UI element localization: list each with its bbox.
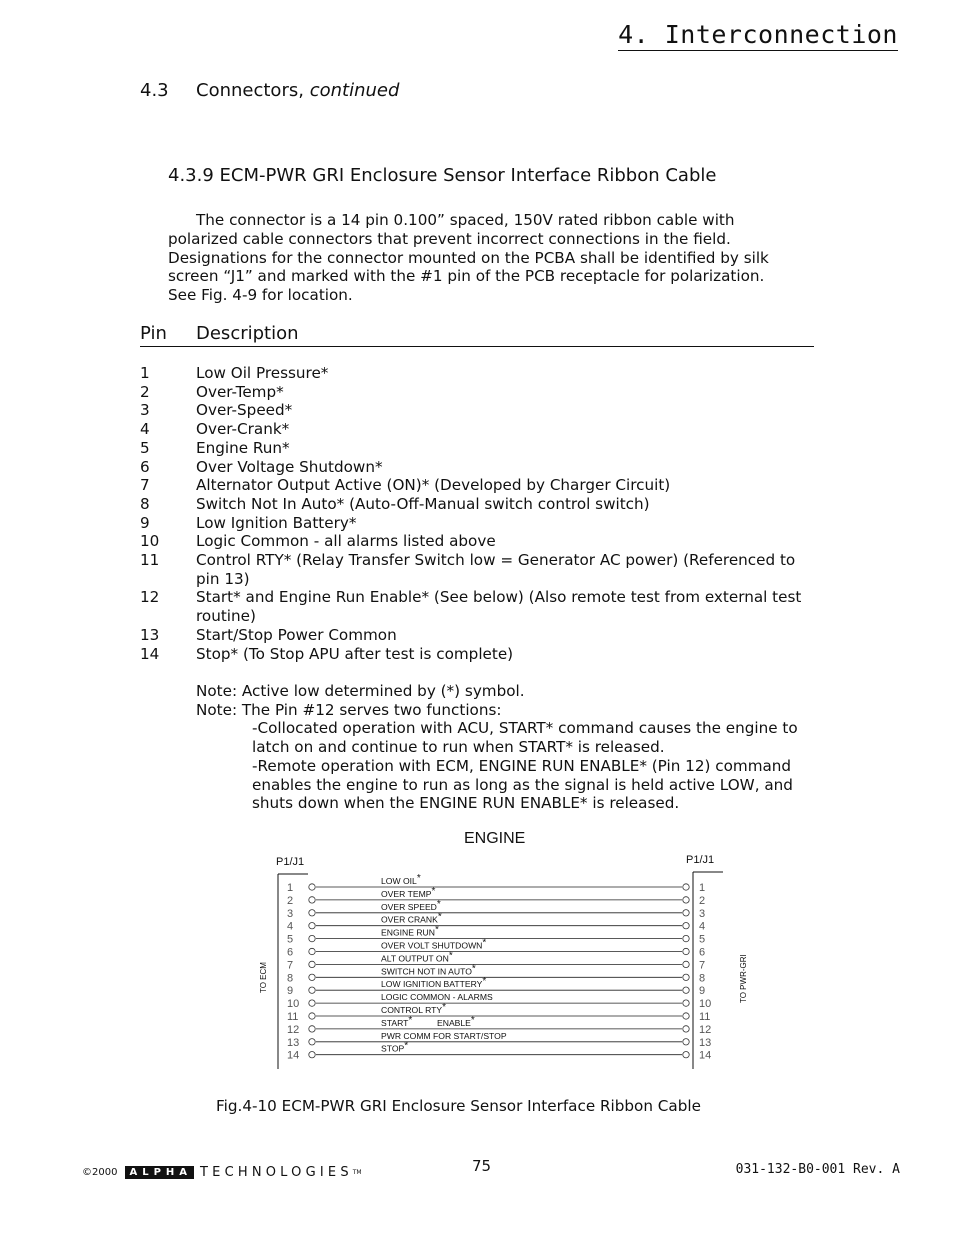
signal-name: STOP: [381, 1043, 405, 1054]
signal-label: [381, 963, 476, 976]
pin-row: [140, 383, 820, 402]
active-low-star: *: [482, 937, 487, 949]
left-pin-number: 2: [287, 894, 294, 907]
pin-description: Low Oil Pressure*: [196, 364, 329, 382]
right-pin-number: 8: [699, 972, 706, 985]
left-pin-number: 7: [287, 959, 294, 972]
left-pin-number: 13: [287, 1036, 300, 1049]
active-low-star: *: [470, 1014, 475, 1026]
signal-label: [381, 1031, 507, 1041]
pin-description: Engine Run*: [196, 438, 290, 457]
right-pin-number: 1: [699, 882, 706, 894]
left-terminal: [309, 1052, 315, 1058]
note-item-remote: -Remote operation with ECM, ENGINE RUN ENABLE* (Pin 12) command enables the engine to run as long as the signal is held active LOW, and shuts down when the ENGINE RUN ENABLE* is released.: [252, 756, 793, 813]
ribbon-cable-diagram: [250, 848, 770, 1076]
signal-name: LOW OIL: [381, 876, 417, 886]
pin-row: [140, 495, 820, 514]
right-pin-number: 2: [699, 894, 706, 907]
active-low-star: *: [436, 898, 441, 910]
signal-label: [381, 992, 493, 1002]
pin-row: [140, 588, 820, 625]
left-terminal: [309, 1013, 315, 1019]
pin-row: [140, 514, 820, 533]
left-pin-number: 4: [287, 920, 294, 933]
footer-brand: [82, 1165, 362, 1180]
left-terminal: [309, 961, 315, 967]
right-connector-label: P1/J1: [686, 854, 715, 866]
signal-label: [381, 1002, 446, 1015]
trademark: TM: [352, 1169, 362, 1176]
right-terminal: [683, 884, 689, 890]
pin-number: 14: [140, 644, 160, 663]
left-pin-number: 6: [287, 946, 294, 959]
section-title: Connectors,: [196, 80, 304, 101]
right-terminal: [683, 910, 689, 916]
pin-row: [140, 551, 820, 588]
signal-label: [381, 899, 441, 912]
signal-name: OVER CRANK: [381, 914, 438, 925]
paragraph-line: screen “J1” and marked with the #1 pin of the PCB receptacle for polarization.: [168, 267, 765, 286]
note-item-collocated: -Collocated operation with ACU, START* command causes the engine to latch on and continue to run when START* is released.: [252, 719, 798, 757]
right-terminal: [683, 1013, 689, 1019]
pin-description: Stop* (To Stop APU after test is complete): [196, 644, 514, 663]
pin-number: 4: [140, 420, 150, 439]
signal-name: CONTROL RTY: [381, 1005, 443, 1015]
left-pin-number: 9: [287, 985, 294, 998]
pin-number: 5: [140, 438, 150, 457]
left-pin-number: 8: [287, 972, 294, 985]
paragraph-line: polarized cable connectors that prevent incorrect connections in the field.: [168, 229, 731, 248]
right-pin-number: 14: [699, 1049, 712, 1062]
right-terminal: [683, 974, 689, 980]
right-pin-number: 10: [699, 998, 712, 1011]
signal-name: SWITCH NOT IN AUTO: [381, 966, 472, 977]
active-low-star: *: [471, 963, 476, 975]
right-terminal: [683, 1000, 689, 1006]
description-column-header: Description: [196, 323, 299, 344]
pin-number: 1: [140, 364, 150, 382]
signal-label: [381, 886, 435, 899]
signal-label: [381, 925, 439, 938]
signal-name: ENGINE RUN: [381, 927, 435, 938]
left-terminal: [309, 923, 315, 929]
pin-number: 9: [140, 513, 150, 532]
signal-name: PWR COMM FOR START/STOP: [381, 1030, 507, 1041]
signal-name: LOGIC COMMON - ALARMS: [381, 992, 493, 1003]
pin-number: 13: [140, 625, 160, 644]
right-terminal: [683, 1026, 689, 1032]
pin-number: 6: [140, 457, 150, 476]
pin-description: Over-Crank*: [196, 420, 290, 439]
paragraph-line: The connector is a 14 pin 0.100” spaced, 150V rated ribbon cable with: [196, 211, 735, 229]
figure-title: ENGINE: [464, 830, 526, 847]
right-pin-number: 6: [699, 946, 706, 959]
pin-number: 8: [140, 494, 150, 513]
signal-name: START: [381, 1017, 409, 1028]
signal-label-secondary: [437, 1015, 475, 1028]
signal-label: [381, 1015, 412, 1028]
left-connector-label: P1/J1: [276, 856, 305, 868]
right-pin-number: 9: [699, 985, 706, 998]
pin-column-header: Pin: [140, 323, 167, 344]
signal-name: OVER SPEED: [381, 901, 437, 912]
signal-name: OVER TEMP: [381, 888, 432, 899]
pin-list: [140, 364, 820, 663]
section-heading: [140, 80, 399, 101]
pin-row: [140, 626, 820, 645]
pin-row: [140, 645, 820, 664]
active-low-star: *: [404, 1040, 409, 1052]
pin-number: 7: [140, 476, 150, 495]
pin-number: 11: [140, 551, 160, 570]
alpha-logo: ALPHA: [125, 1166, 194, 1179]
left-terminal: [309, 1000, 315, 1006]
pin-table-header: [140, 323, 814, 347]
left-side-label: TO ECM: [259, 962, 268, 993]
signal-label: [381, 950, 453, 963]
left-terminal: [309, 987, 315, 993]
pin-description: Logic Common - all alarms listed above: [196, 532, 496, 551]
right-terminal: [683, 987, 689, 993]
chapter-title: 4. Interconnection: [618, 20, 898, 49]
signal-name: ENABLE: [437, 1017, 471, 1028]
left-terminal: [309, 948, 315, 954]
intro-paragraph: [168, 211, 816, 305]
pin-number: 2: [140, 382, 150, 401]
active-low-star: *: [431, 885, 436, 897]
pin-description: Over Voltage Shutdown*: [196, 457, 383, 476]
note-active-low: Note: Active low determined by (*) symbol.: [196, 682, 525, 700]
signal-label: [381, 912, 442, 925]
section-number: 4.3: [140, 80, 169, 101]
right-pin-number: 11: [699, 1011, 711, 1023]
pin-description: Start/Stop Power Common: [196, 625, 397, 644]
left-pin-number: 3: [287, 907, 294, 920]
signal-label: [381, 938, 486, 951]
subsection-heading: 4.3.9 ECM-PWR GRI Enclosure Sensor Interface Ribbon Cable: [168, 165, 717, 186]
signal-name: OVER VOLT SHUTDOWN: [381, 940, 483, 951]
right-terminal: [683, 948, 689, 954]
left-pin-number: 11: [287, 1011, 299, 1023]
left-pin-number: 14: [287, 1049, 300, 1062]
pin-description: Switch Not In Auto* (Auto-Off-Manual switch control switch): [196, 494, 650, 513]
pin-description: Low Ignition Battery*: [196, 513, 357, 532]
right-pin-number: 3: [699, 907, 706, 920]
pin-row: [140, 439, 820, 458]
pin-row: [140, 532, 820, 551]
signal-label: [381, 1041, 408, 1054]
right-pin-number: 7: [699, 959, 706, 972]
paragraph-line: See Fig. 4-9 for location.: [168, 286, 353, 305]
left-terminal: [309, 884, 315, 890]
pin-row: [140, 401, 820, 420]
left-terminal: [309, 935, 315, 941]
pin-number: 10: [140, 532, 160, 551]
document-number: 031-132-B0-001 Rev. A: [735, 1162, 900, 1177]
section-title-italic: continued: [309, 80, 400, 101]
signal-label: [381, 976, 486, 989]
pin-description: Alternator Output Active (ON)* (Developed by Charger Circuit): [196, 476, 671, 495]
right-pin-number: 13: [699, 1036, 712, 1049]
pin-description: Control RTY* (Relay Transfer Switch low = Generator AC power) (Referenced to pin 13): [196, 551, 796, 588]
right-terminal: [683, 1039, 689, 1045]
pin-row: [140, 364, 820, 383]
active-low-star: *: [437, 911, 442, 923]
pin-description: Over-Speed*: [196, 401, 293, 420]
active-low-star: *: [408, 1014, 413, 1026]
right-terminal: [683, 961, 689, 967]
right-terminal: [683, 1052, 689, 1058]
figure-caption: Fig.4-10 ECM-PWR GRI Enclosure Sensor Interface Ribbon Cable: [216, 1097, 701, 1115]
copyright: ©2000: [82, 1167, 118, 1178]
right-pin-number: 12: [699, 1023, 712, 1036]
technologies-logo: TECHNOLOGIES: [200, 1165, 353, 1180]
left-pin-number: 5: [287, 933, 294, 946]
left-terminal: [309, 910, 315, 916]
pin-row: [140, 458, 820, 477]
left-terminal: [309, 1026, 315, 1032]
signal-name: ALT OUTPUT ON: [381, 953, 449, 964]
signal-label: [381, 873, 421, 886]
notes: [196, 682, 816, 813]
pin-row: [140, 476, 820, 495]
right-terminal: [683, 923, 689, 929]
left-pin-number: 10: [287, 998, 300, 1011]
active-low-star: *: [434, 924, 439, 936]
signal-name: LOW IGNITION BATTERY: [381, 979, 483, 990]
left-pin-number: 1: [287, 882, 294, 894]
left-terminal: [309, 897, 315, 903]
left-terminal: [309, 974, 315, 980]
left-pin-number: 12: [287, 1023, 300, 1036]
pin-description: Over-Temp*: [196, 382, 284, 401]
paragraph-line: Designations for the connector mounted on the PCBA shall be identified by silk: [168, 248, 769, 267]
right-terminal: [683, 897, 689, 903]
right-pin-number: 4: [699, 920, 706, 933]
active-low-star: *: [416, 873, 421, 884]
pin-number: 3: [140, 401, 150, 420]
page-number: 75: [472, 1157, 492, 1175]
pin-description: Start* and Engine Run Enable* (See below) (Also remote test from external test routine): [196, 588, 802, 626]
pin-number: 12: [140, 588, 160, 607]
active-low-star: *: [448, 950, 453, 962]
note-pin12: Note: The Pin #12 serves two functions:: [196, 700, 502, 719]
right-side-label: TO PWR-GRI: [739, 954, 748, 1003]
active-low-star: *: [482, 976, 487, 988]
active-low-star: *: [442, 1002, 447, 1013]
left-terminal: [309, 1039, 315, 1045]
right-terminal: [683, 935, 689, 941]
pin-row: [140, 420, 820, 439]
right-pin-number: 5: [699, 933, 706, 946]
